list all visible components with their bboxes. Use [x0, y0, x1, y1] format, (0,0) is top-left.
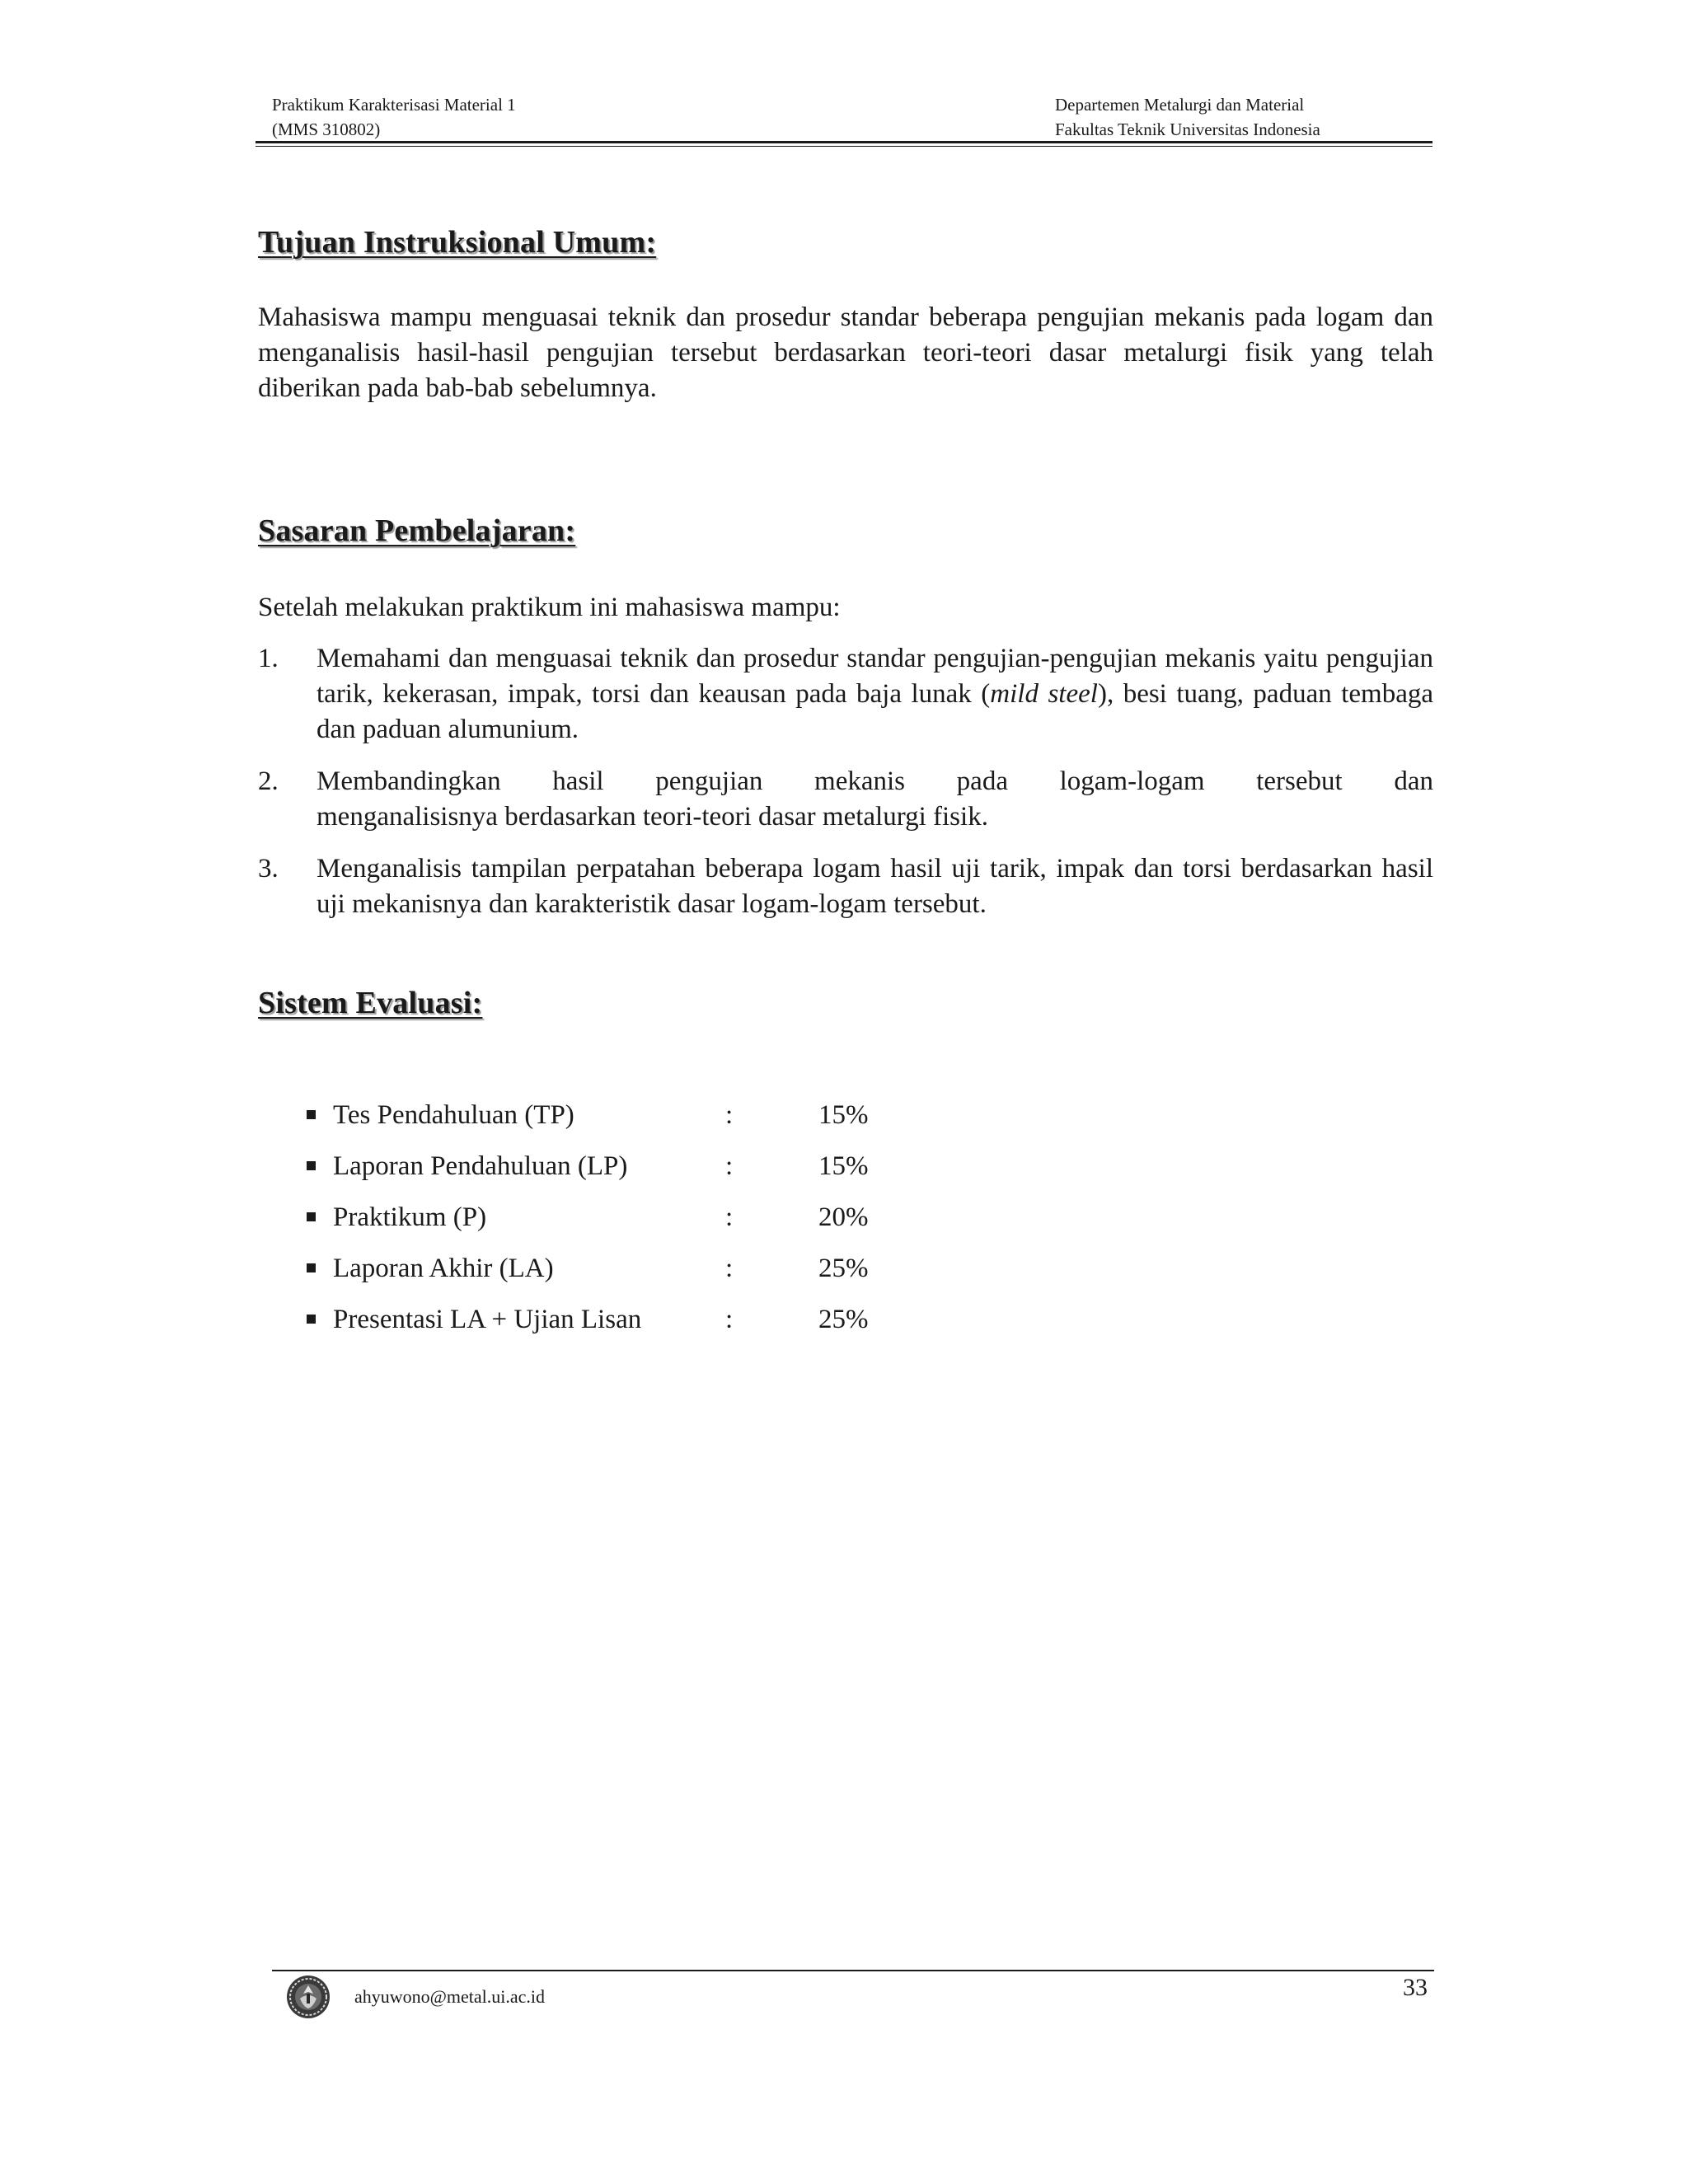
header-divider-thick — [256, 141, 1432, 143]
evaluasi-item-label: Laporan Pendahuluan (LP) — [333, 1151, 628, 1181]
evaluasi-heading: Sistem Evaluasi: — [258, 986, 483, 1020]
list-item-text-line: Membandingkan hasil pengujian mekanis pada logam-logam tersebut dan — [316, 766, 1433, 796]
sasaran-list — [258, 641, 1433, 939]
footer-email: ahyuwono@metal.ui.ac.id — [354, 1986, 546, 2007]
square-bullet-icon — [307, 1212, 316, 1221]
sasaran-intro: Setelah melakukan praktikum ini mahasiswa mampu: — [258, 593, 841, 622]
list-item-text-part: ), besi tuang, paduan tembaga dan paduan alumunium. — [316, 679, 1433, 744]
evaluasi-item-separator: : — [725, 1202, 734, 1232]
square-bullet-icon — [307, 1315, 316, 1324]
list-item — [258, 641, 1433, 748]
evaluasi-item-value: 15% — [818, 1100, 869, 1130]
list-item-text: Menganalisis tampilan perpatahan beberapa logam hasil uji tarik, impak dan torsi berdasarkan hasil uji mekanisnya dan karakteristik dasar logam-logam tersebut. — [316, 854, 1433, 919]
evaluasi-item-value: 15% — [818, 1151, 869, 1181]
list-item-text-line: menganalisisnya berdasarkan teori-teori dasar metalurgi fisik. — [316, 802, 988, 832]
list-item-italic-term: mild steel — [990, 679, 1098, 709]
sasaran-heading: Sasaran Pembelajaran: — [258, 513, 576, 548]
evaluasi-item-value: 25% — [818, 1254, 869, 1283]
evaluasi-item-label: Laporan Akhir (LA) — [333, 1254, 554, 1283]
header-faculty: Fakultas Teknik Universitas Indonesia — [1055, 120, 1320, 139]
footer-divider — [272, 1970, 1434, 1971]
university-seal-icon — [285, 1974, 331, 2020]
page-number: 33 — [1403, 1974, 1428, 2001]
square-bullet-icon — [307, 1161, 316, 1170]
square-bullet-icon — [307, 1263, 316, 1272]
header-course-code: (MMS 310802) — [272, 120, 381, 139]
tiu-heading: Tujuan Instruksional Umum: — [258, 225, 657, 260]
evaluasi-item-separator: : — [725, 1100, 734, 1130]
list-item — [258, 851, 1433, 922]
list-item-text — [316, 641, 1433, 748]
header-divider-thin — [256, 146, 1432, 147]
list-item-text-part: Memahami dan menguasai teknik dan prosedur standar pengujian-pengujian mekanis yaitu pengujian tarik, kekerasan, impak, torsi dan keausan pada baja lunak ( — [316, 644, 1433, 709]
page-header — [256, 92, 1432, 143]
evaluasi-item-separator: : — [725, 1151, 734, 1181]
list-item-number: 3. — [258, 854, 279, 883]
header-department: Departemen Metalurgi dan Material — [1055, 95, 1305, 115]
evaluasi-item-value: 20% — [818, 1202, 869, 1232]
list-item — [258, 764, 1433, 835]
evaluasi-item-separator: : — [725, 1254, 734, 1283]
tiu-body: Mahasiswa mampu menguasai teknik dan prosedur standar beberapa pengujian mekanis pada logam dan menganalisis hasil-hasil pengujian tersebut berdasarkan teori-teori dasar metalurgi fisik yang telah diberikan pada bab-bab sebelumnya. — [258, 302, 1433, 403]
evaluasi-item-label: Presentasi LA + Ujian Lisan — [333, 1305, 642, 1334]
header-course-title: Praktikum Karakterisasi Material 1 — [272, 95, 516, 115]
header-right — [1055, 92, 1320, 142]
list-item-number: 1. — [258, 644, 279, 673]
list-item-number: 2. — [258, 766, 279, 796]
evaluasi-item-separator: : — [725, 1305, 734, 1334]
evaluasi-item-label: Praktikum (P) — [333, 1202, 487, 1232]
evaluasi-item-label: Tes Pendahuluan (TP) — [333, 1100, 574, 1130]
square-bullet-icon — [307, 1110, 316, 1119]
evaluasi-item-value: 25% — [818, 1305, 869, 1334]
header-left — [272, 92, 516, 142]
